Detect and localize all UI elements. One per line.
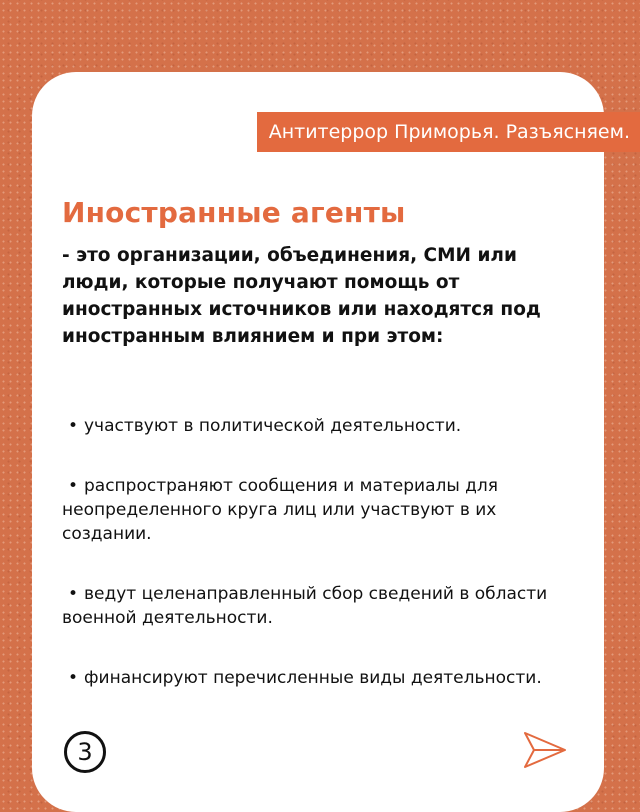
list-item xyxy=(62,414,562,438)
list-item-text: ведут целенаправленный сбор сведений в области военной деятельности. xyxy=(62,584,548,628)
bullet-icon: • xyxy=(67,416,79,436)
list-item xyxy=(62,666,562,690)
bullet-icon: • xyxy=(67,668,79,688)
header-tag: Антитеррор Приморья. Разъясняем. xyxy=(257,112,640,152)
list-item-text: финансируют перечисленные виды деятельности. xyxy=(84,668,542,688)
bullet-icon: • xyxy=(67,584,79,604)
criteria-list xyxy=(62,414,562,726)
list-item xyxy=(62,582,562,630)
list-item-text: участвуют в политической деятельности. xyxy=(84,416,462,436)
send-arrow-icon[interactable] xyxy=(522,730,568,770)
bullet-icon: • xyxy=(67,476,79,496)
page-title: Иностранные агенты xyxy=(62,196,406,229)
list-item-text: распространяют сообщения и материалы для неопределенного круга лиц или участвуют в их создании. xyxy=(62,476,499,544)
list-item xyxy=(62,474,562,546)
definition-text: - это организации, объединения, СМИ или люди, которые получают помощь от иностранных источников или находятся под иностранным влиянием и при этом: xyxy=(62,245,541,347)
page-number: 3 xyxy=(64,731,106,773)
